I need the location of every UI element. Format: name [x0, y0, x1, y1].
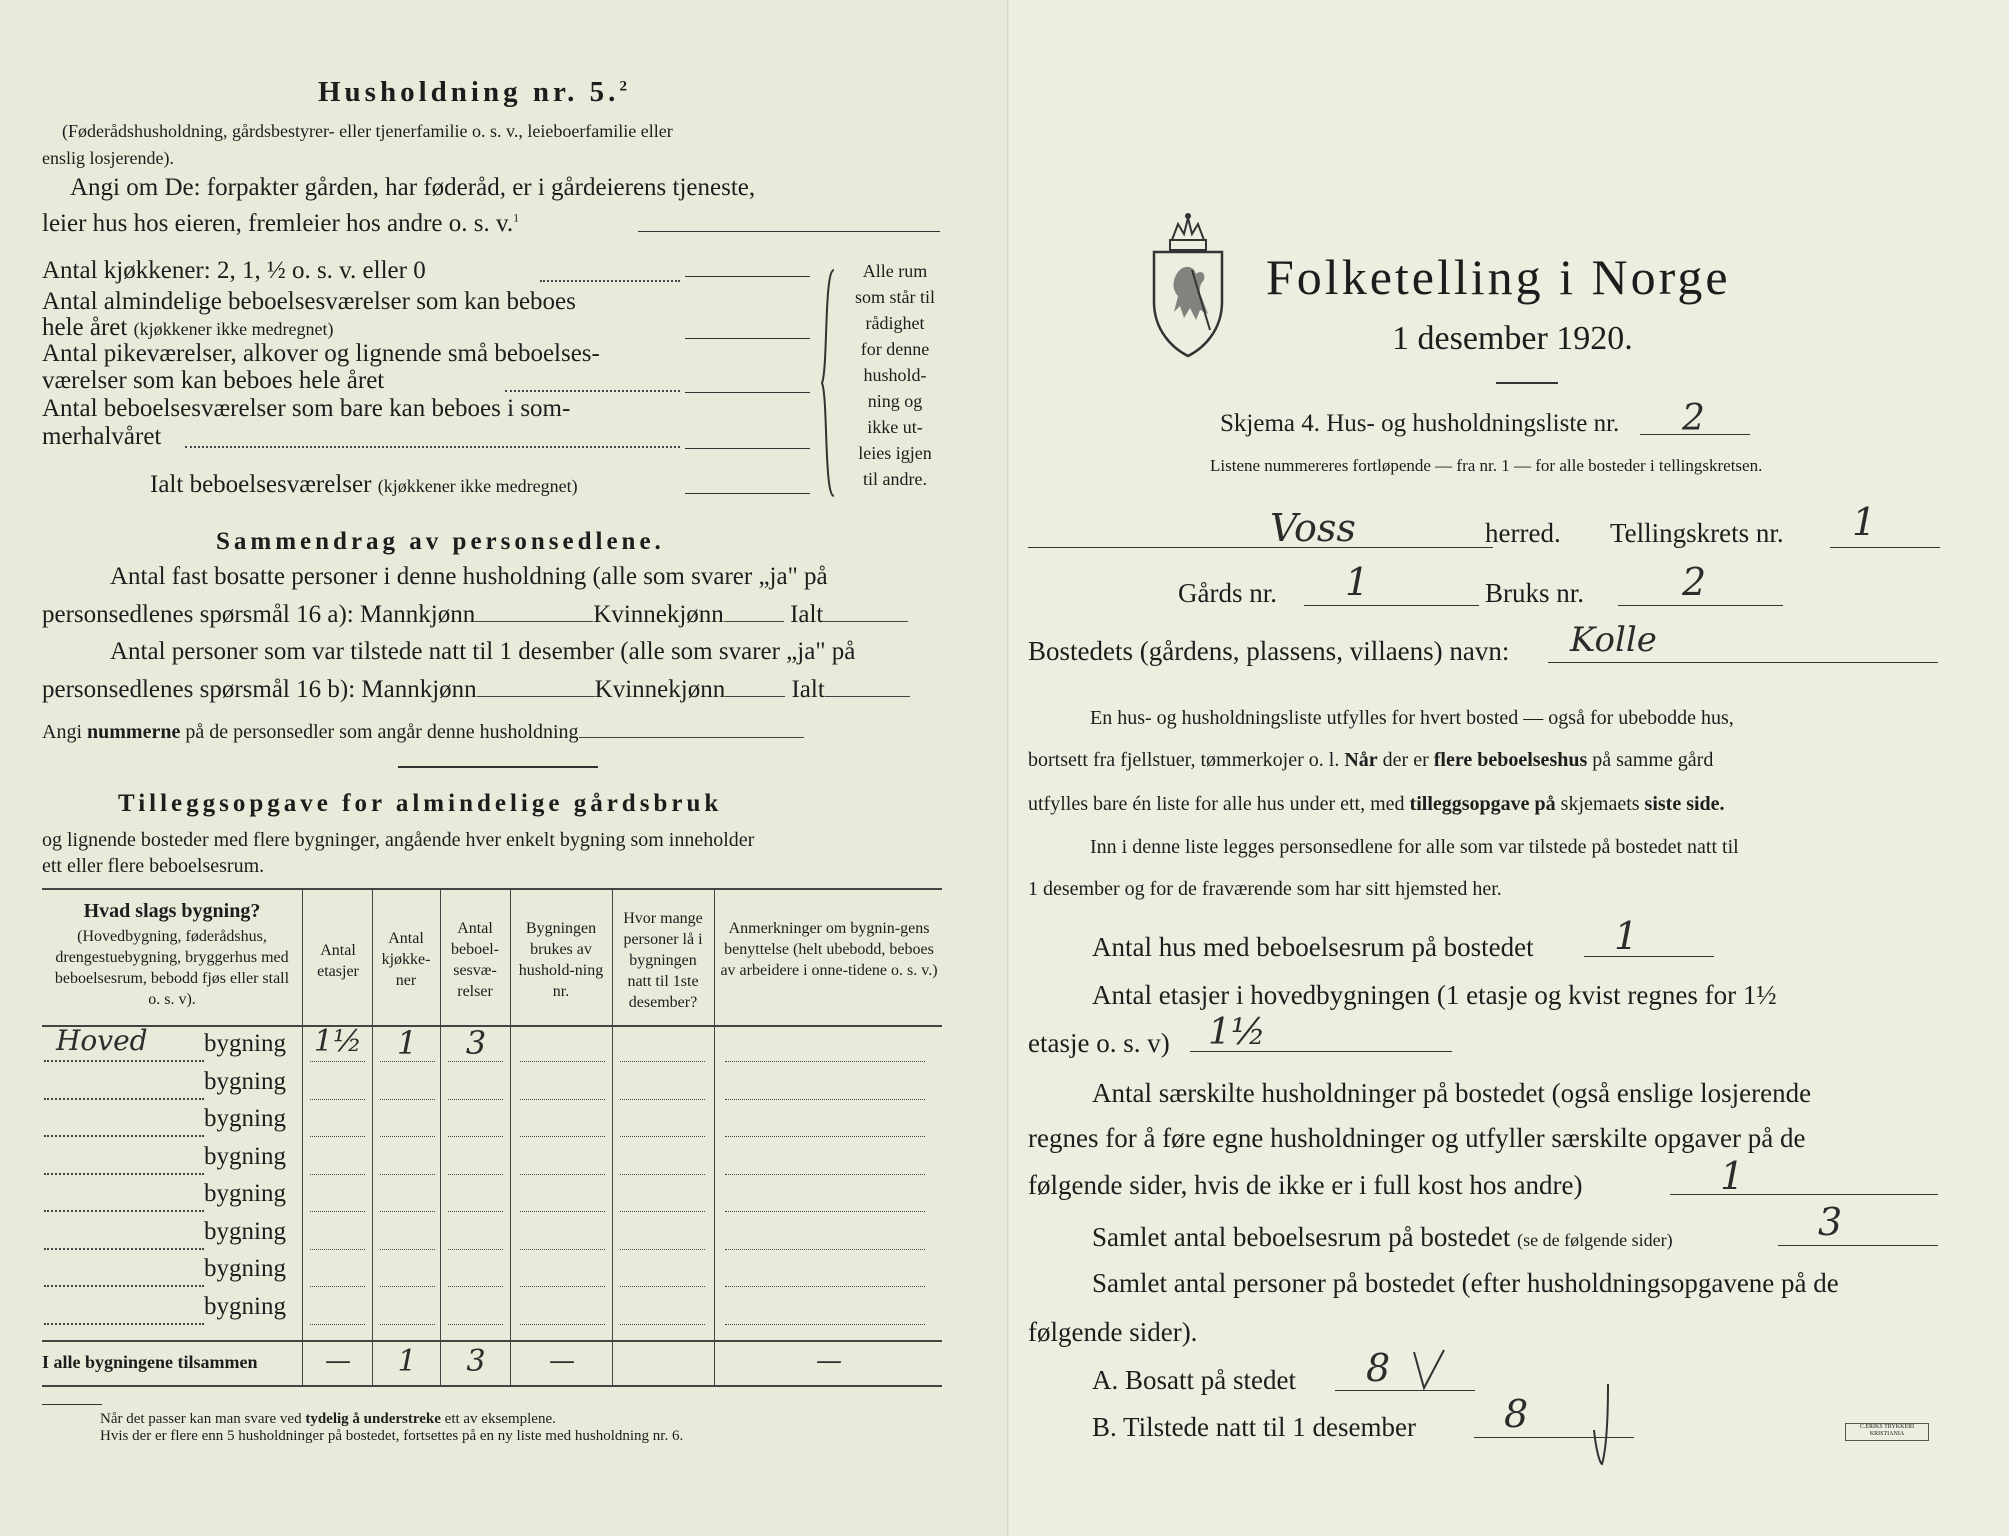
supplement-1: og lignende bosteder med flere bygninger, angående hver enkelt bygning som inneholder — [42, 829, 755, 851]
schema-label: Skjema 4. Hus- og husholdningsliste nr. — [1220, 410, 1620, 437]
coat-of-arms-icon — [1148, 210, 1228, 360]
instruction-1: En hus- og husholdningsliste utfylles for hvert bosted — også for ubebodde hus, — [1090, 707, 1734, 729]
rooms-value[interactable]: 3 — [1818, 1200, 1843, 1244]
instruction-2: bortsett fra fjellstuer, tømmerkojer o. l. Når der er flere beboelseshus på samme gård — [1028, 749, 1714, 771]
printer-stamp: C.ERIKS TRYKKERI KRISTIANIA — [1845, 1423, 1929, 1441]
rooms-3b: merhalvåret — [42, 423, 162, 450]
building-suffix-label: bygning — [204, 1255, 286, 1282]
instruction-3: utfylles bare én liste for alle hus under ett, med tilleggsopgave på skjemaets siste side. — [1028, 793, 1725, 815]
district-label: Tellingskrets nr. — [1610, 518, 1784, 548]
households-line-1: Antal særskilte husholdninger på bostedet (også enslige losjerende — [1092, 1078, 1812, 1108]
rooms-2a: Antal pikeværelser, alkover og lignende små beboelses- — [42, 340, 600, 367]
kitchens-label: Antal kjøkkener: 2, 1, ½ o. s. v. eller 0 — [42, 257, 426, 284]
floors-line-2: etasje o. s. v) — [1028, 1028, 1170, 1058]
building-suffix-label: bygning — [204, 1217, 286, 1245]
resident-value[interactable]: 8 — [1366, 1346, 1391, 1390]
floors-value[interactable]: 1½ — [1208, 1012, 1266, 1053]
right-page — [1010, 0, 2009, 1536]
building-suffix-label: bygning — [204, 1292, 286, 1320]
total-kitchens: 1 — [397, 1344, 417, 1379]
rooms-1b: hele året (kjøkkener ikke medregnet) — [42, 314, 334, 341]
district-value[interactable]: 1 — [1852, 500, 1877, 544]
rooms-3a: Antal beboelsesværelser som bare kan beboes i som- — [42, 395, 571, 422]
houses-value[interactable]: 1 — [1614, 914, 1639, 958]
ask-line-1: Angi om De: forpakter gården, har føderåd, er i gårdeierens tjeneste, — [70, 174, 756, 201]
building-suffix-label: bygning — [204, 1067, 286, 1095]
place-label: Bostedets (gårdens, plassens, villaens) navn: — [1028, 636, 1510, 666]
numbering-note: Listene nummereres fortløpende — fra nr. 1 — for alle bosteder i tellingskretsen. — [1210, 456, 1763, 475]
households-value[interactable]: 1 — [1720, 1154, 1745, 1198]
brace-icon — [818, 268, 842, 498]
numbers-line: Angi nummerne på de personsedler som angår denne husholdning — [42, 721, 804, 744]
col-building-title: Hvad slags bygning? — [83, 900, 261, 922]
col-persons: Hvor mange personer lå i bygningen natt til 1ste desember? — [623, 910, 703, 1011]
summary-2b: personsedlenes spørsmål 16 b): Mannkjønn Kvinnekjønn Ialt — [42, 676, 910, 704]
total-remarks: — — [816, 1346, 842, 1376]
households-line-2: regnes for å føre egne husholdninger og utfyller særskilte opgaver på de — [1028, 1123, 1806, 1153]
summary-2a: Antal personer som var tilstede natt til 1 desember (alle som svarer „ja" på — [110, 638, 856, 665]
building-suffix-label: bygning — [204, 1030, 286, 1057]
col-household: Bygningen brukes av hushold-ning nr. — [518, 920, 604, 1000]
total-household: — — [549, 1346, 575, 1376]
summary-1a: Antal fast bosatte personer i denne husholdning (alle som svarer „ja" på — [110, 563, 828, 590]
persons-line-1: Samlet antal personer på bostedet (efter husholdningsopgavene på de — [1092, 1268, 1839, 1298]
present-value[interactable]: 8 — [1504, 1392, 1529, 1436]
col-remarks: Anmerkninger om bygnin-gens benyttelse (helt ubebodd, beboes av arbeidere i onne-tidene o. s. v.) — [720, 920, 938, 979]
building-suffix-label: bygning — [204, 1105, 286, 1132]
form-title: Folketelling i Norge — [1266, 249, 1731, 305]
municipality-value[interactable]: Voss — [1270, 506, 1356, 550]
building-suffix-label: bygning — [204, 1142, 286, 1170]
present-label: B. Tilstede natt til 1 desember — [1092, 1412, 1416, 1442]
building-suffix-label: bygning — [204, 1180, 286, 1207]
summary-1b: personsedlenes spørsmål 16 a): Mannkjønn Kvinnekjønn Ialt — [42, 601, 908, 629]
rooms-1a: Antal almindelige beboelsesværelser som kan beboes — [42, 288, 576, 315]
col-kitchens: Antal kjøkke-ner — [381, 930, 431, 989]
building-name-cell[interactable]: Hoved — [56, 1024, 148, 1057]
houses-label: Antal hus med beboelsesrum på bostedet — [1092, 932, 1534, 962]
col-rooms: Antal beboel-sesvæ-relser — [451, 920, 499, 1000]
households-line-3: følgende sider, hvis de ikke er i full kost hos andre) — [1028, 1170, 1583, 1200]
total-floors: — — [325, 1346, 351, 1376]
footnote-2: Hvis der er flere enn 5 husholdninger på bostedet, fortsettes på en ny liste med husholdning nr. 6. — [100, 1428, 684, 1444]
total-rooms-label: Ialt beboelsesværelser (kjøkkener ikke medregnet) — [150, 471, 578, 498]
instruction-5: 1 desember og for de fraværende som har sitt hjemsted her. — [1028, 878, 1502, 900]
check-mark-icon — [1586, 1380, 1616, 1470]
farm-label: Gårds nr. — [1178, 578, 1277, 608]
municipality-label: herred. — [1485, 518, 1561, 548]
instruction-4: Inn i denne liste legges personsedlene for alle som var tilstede på bostedet natt til — [1090, 836, 1739, 858]
supplement-2: ett eller flere beboelsesrum. — [42, 855, 265, 877]
household-title: Husholdning nr. 5.$^2$ — [318, 76, 631, 108]
total-row-label: I alle bygningene tilsammen — [42, 1352, 258, 1372]
floors-line-1: Antal etasjer i hovedbygningen (1 etasje og kvist regnes for 1½ — [1092, 980, 1777, 1010]
household-note-2: enslig losjerende). — [42, 148, 174, 168]
col-building-sub: (Hovedbygning, føderådshus, drengestuebygning, bryggerhus med beboelsesrum, bebodd fjøs eller stall o. s. v). — [54, 928, 290, 1008]
rooms-label: Samlet antal beboelsesrum på bostedet (se de følgende sider) — [1092, 1222, 1673, 1252]
resident-label: A. Bosatt på stedet — [1092, 1365, 1296, 1395]
place-value[interactable]: Kolle — [1570, 620, 1657, 660]
rooms-2b: værelser som kan beboes hele året — [42, 367, 385, 394]
ask-line-2: leier hus hos eieren, fremleier hos andre o. s. v.$^1$ — [42, 210, 520, 237]
rooms-cell[interactable]: 3 — [465, 1024, 487, 1062]
check-mark-icon — [1410, 1348, 1450, 1394]
schema-value[interactable]: 2 — [1682, 398, 1705, 439]
form-date: 1 desember 1920. — [1392, 320, 1633, 357]
persons-line-2: følgende sider). — [1028, 1317, 1198, 1347]
floors-cell[interactable]: 1½ — [313, 1024, 363, 1059]
summary-title: Sammendrag av personsedlene. — [216, 528, 665, 555]
supplement-title: Tilleggsopgave for almindelige gårdsbruk — [118, 790, 723, 817]
brace-note: Alle rum som står til rådighet for denne hushold- ning og ikke ut- leies igjen til andre. — [855, 261, 935, 489]
farm-value[interactable]: 1 — [1345, 560, 1370, 604]
holding-label: Bruks nr. — [1485, 578, 1585, 608]
col-floors: Antal etasjer — [317, 942, 359, 980]
kitchens-cell[interactable]: 1 — [396, 1024, 418, 1062]
footnote-1: Når det passer kan man svare ved tydelig å understreke ett av eksemplene. — [100, 1411, 556, 1427]
holding-value[interactable]: 2 — [1682, 560, 1707, 604]
household-note: (Føderådshusholdning, gårdsbestyrer- eller tjenerfamilie o. s. v., leieboerfamilie eller — [62, 121, 673, 141]
total-rooms: 3 — [466, 1344, 486, 1379]
